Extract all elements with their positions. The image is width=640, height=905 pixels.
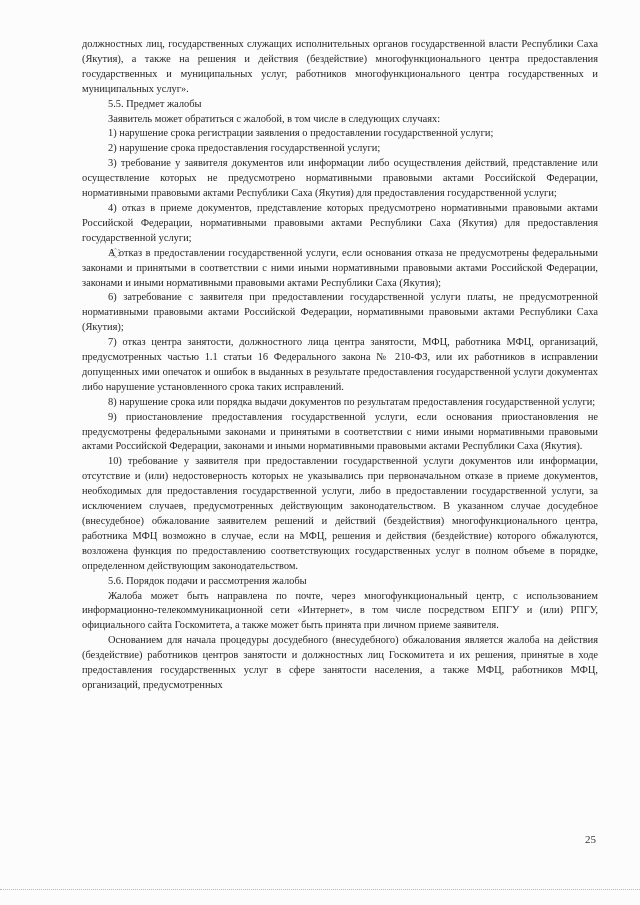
list-item-10: 10) требование у заявителя при предоставлении государственной услуги документов или информации, отсутствие и (или) недостоверность которых не указывались при первоначальном отказе в приеме документов, необходимых для предоставления государственной услуги, либо в предоставлении государственной услуги, за исключением случаев, предусмотренных действующим законодательством. В указанном случае досудебное (внесудебное) обжалование заявителем решений и действий (бездействия) многофункционального центра, работника МФЦ возможно в случае, если на МФЦ, решения и действия (бездействие) которого обжалуются, возложена функция по предоставлению соответствующих государственных услуг в полном объеме в порядке, определенном действующим законодательством. (82, 456, 598, 572)
list-item-3: 3) требование у заявителя документов или информации либо осуществления действий, представление или осуществление которых не предусмотрено нормативными правовыми актами Российской Федерации, нормативными правовыми актами Республики Саха (Якутия) для предоставления государственной услуги; (82, 158, 598, 200)
list-item-1: 1) нарушение срока регистрации заявления о предоставлении государственной услуги; (108, 128, 494, 140)
section-heading-5-6: 5.6. Порядок подачи и рассмотрения жалобы (108, 575, 307, 587)
list-item-2: 2) нарушение срока предоставления государственной услуги; (108, 143, 381, 155)
list-item-6: 6) затребование с заявителя при предоставлении государственной услуги платы, не предусмотренной нормативными правовыми актами Российской Федерации, нормативными правовыми актами Республики Саха (Якутия); (82, 292, 598, 334)
page-number: 25 (585, 834, 596, 846)
section-heading-5-5: 5.5. Предмет жалобы (108, 98, 202, 110)
list-item-5: А҈ отказ в предоставлении государственной услуги, если основания отказа не предусмотрены федеральными законами и принятыми в соответствии с ними иными нормативными правовыми актами Российской Федерации, законами и иными нормативными правовыми актами Республики Саха (Якутия); (82, 247, 598, 289)
paragraph-grounds: Основанием для начала процедуры досудебного (внесудебного) обжалования является жалоба на действия (бездействие) работников центров занятости и должностных лиц Госкомитета и их решения, принятые в ходе предоставления государственных услуг в сфере занятости населения, а также МФЦ, работников МФЦ, организаций, предусмотренных (82, 635, 598, 691)
scan-edge-line (0, 889, 640, 890)
list-item-8: 8) нарушение срока или порядка выдачи документов по результатам предоставления государственной услуги; (108, 396, 596, 408)
paragraph-continuation: должностных лиц, государственных служащих исполнительных органов государственной власти Республики Саха (Якутия), а также на решения и действия (бездействие) многофункционального центра предоставления государственных и муниципальных услуг, работников многофункционального центра государственных и муниципальных услуг». (82, 39, 598, 95)
document-body (82, 38, 598, 694)
paragraph-submission: Жалоба может быть направлена по почте, через многофункциональный центр, с использованием информационно-телекоммуникационной сети «Интернет», в том числе посредством ЕПГУ и (или) РПГУ, официального сайта Госкомитета, а также может быть принята при личном приеме заявителя. (82, 590, 598, 632)
list-item-9: 9) приостановление предоставления государственной услуги, если основания приостановления не предусмотрены федеральными законами и принятыми в соответствии с ними иными нормативными правовыми актами Российской Федерации, законами и иными нормативными правовыми актами Республики Саха (Якутия). (82, 411, 598, 453)
paragraph-intro-cases: Заявитель может обратиться с жалобой, в том числе в следующих случаях: (108, 113, 441, 125)
list-item-7: 7) отказ центра занятости, должностного лица центра занятости, МФЦ, работника МФЦ, организаций, предусмотренных частью 1.1 статьи 16 Федерального закона № 210-ФЗ, или их работников в исправлении допущенных ими опечаток и ошибок в выданных в результате предоставления государственной услуги документах либо нарушение установленного срока таких исправлений. (82, 337, 598, 393)
list-item-4: 4) отказ в приеме документов, представление которых предусмотрено нормативными правовыми актами Российской Федерации, нормативными правовыми актами Республики Саха (Якутия) для предоставления государственной услуги; (82, 202, 598, 244)
